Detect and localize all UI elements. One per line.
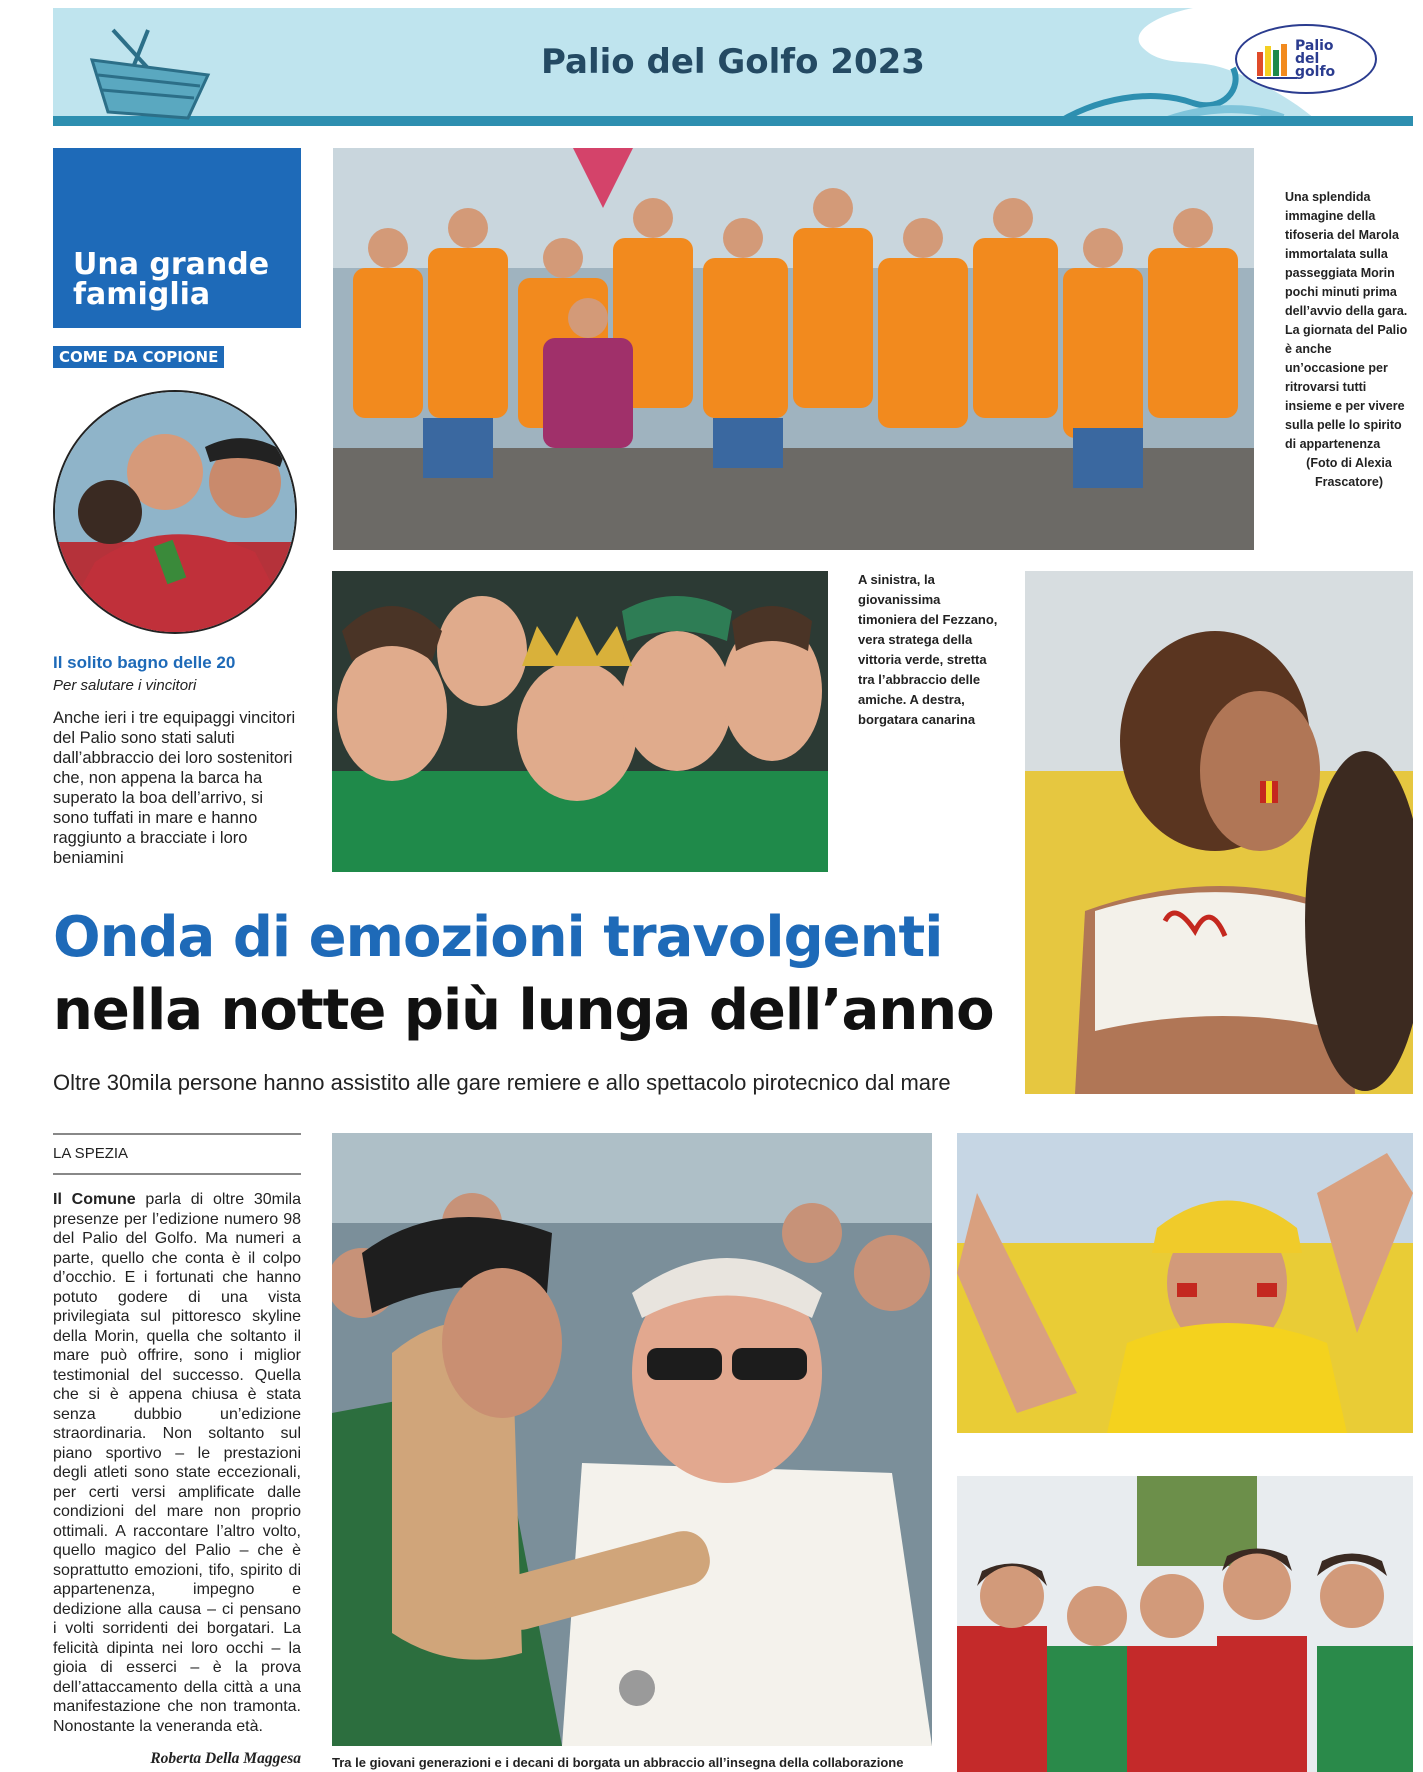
palio-del-golfo-logo [1235,24,1377,94]
logo-word-2: del [1295,50,1320,67]
article-body [53,1190,301,1736]
dateline-rule-bottom [53,1173,301,1175]
section-banner [53,8,1413,126]
subheadline: Oltre 30mila persone hanno assistito alle gare remiere e allo spettacolo pirotecnico dal mare [53,1070,951,1095]
logo-sails-icon [1257,42,1297,80]
headline-line-2: nella notte più lunga dell’anno [53,978,994,1043]
caption-hug: Tra le giovani generazioni e i decani di borgata un abbraccio all’insegna della collaborazione [332,1755,904,1770]
bagno-body: Anche ieri i tre equipaggi vincitori del Palio sono stati saluti dall’abbraccio dei loro sostenitori che, non appena la barca ha superato la boa dell’arrivo, si sono tuffati in mare e hanno raggiunto a bracciate i loro beniamini [53,709,296,867]
feature-title-box [53,148,301,328]
caption-marola-text: Una splendida immagine della tifoseria del Marola immortalata sulla passeggiata Morin pochi minuti prima dell’avvio della gara. La giornata del Palio è anche un’occasione per ritrovarsi tutti insieme e per vivere sulla pelle lo spirito di appartenenza [1285,190,1408,451]
bagno-heading: Il solito bagno delle 20 [53,653,236,672]
logo-word-3: golfo [1295,63,1336,80]
photo-canaletto-supporter [957,1133,1413,1433]
byline: Roberta Della Maggesa [150,1750,301,1767]
dateline-rule-top [53,1133,301,1135]
circle-photo-embrace [53,390,297,634]
feature-title: Una grande famiglia [73,247,270,312]
article-lead: Il Comune [53,1191,136,1208]
bagno-subheading: Per salutare i vincitori [53,677,197,694]
rowing-boat-icon [88,20,213,125]
caption-marola [1285,188,1413,492]
kicker-tag: COME DA COPIONE [53,346,224,368]
photo-marola-supporters [333,148,1254,550]
dateline: LA SPEZIA [53,1145,129,1162]
headline-line-1: Onda di emozioni travolgenti [53,905,943,970]
article-text: parla di oltre 30mila presenze per l’edizione numero 98 del Palio del Golfo. Ma numeri a parte, quello che conta è il colpo d’occhio. E i fortunati che hanno potuto godere di una vista privilegiata sul pittoresco skyline della Morin, quella che soltanto il mare può offrire, sono i miglior testimonial del successo. Quella che si è appena chiusa è stata senza dubbio un’edizione straordinaria. Non soltanto sul piano sportivo – le prestazioni degli atleti sono state eccezionali, per certi versi amplificate dalle condizioni del mare non proprio ottimali. A raccontare l’altro volto, quello magico del Palio – che è soprattutto emozioni, tifo, spirito di appartenenza, impegno e dedizione alla causa – ci pensano i volti sorridenti dei borgatari. La felicità dipinta nei loro occhi – la gioia di esserci – è la prova dell’attaccamento della città a una manifestazione che non tramonta. Nonostante la veneranda età. [53,1191,301,1735]
photo-credit: (Foto di Alexia Frascatore) [1306,456,1392,489]
banner-band [53,116,1413,126]
photo-generations-embrace [332,1133,932,1746]
photo-red-green-supporters [957,1476,1413,1772]
caption-fezzano: A sinistra, la giovanissima timoniera del Fezzano, vera stratega della vittoria verde, stretta tra l’abbraccio delle amiche. A destra, borgatara canarina [858,572,998,727]
photo-fezzano-helmswoman [332,571,828,872]
logo-word-1: Palio [1295,37,1334,54]
section-title: Palio del Golfo 2023 [541,42,925,82]
photo-canarina-girl [1025,571,1413,1094]
